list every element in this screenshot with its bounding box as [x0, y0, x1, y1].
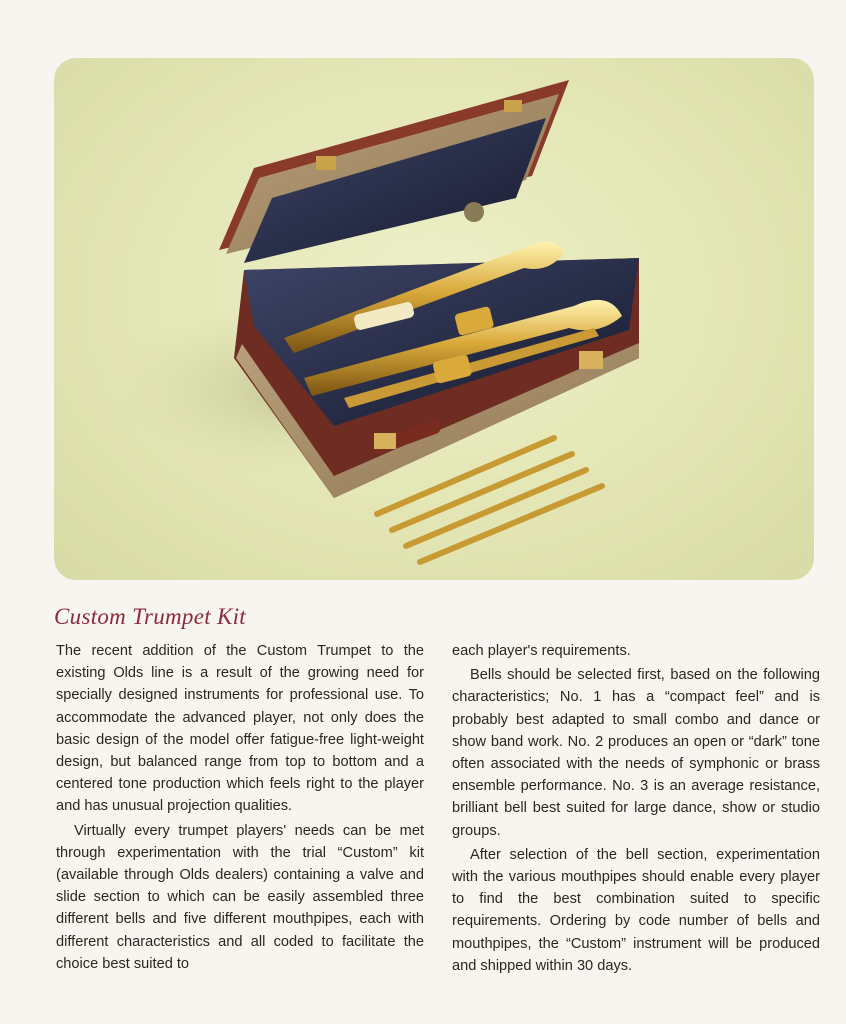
paragraph: each player's requirements.	[452, 643, 631, 659]
trumpet-case-illustration	[54, 58, 814, 580]
paragraph: After selection of the bell section, experimentation with the various mouthpipes should enable every player to find the best combination suited to specific requirements. Ordering by code number of bells and mouthpipes, the “Custom” instrument will be produced and shipped within 30 days.	[452, 846, 820, 974]
paragraph: Bells should be selected first, based on the following characteristics; No. 1 has a “compact feel” and is probably best adapted to small combo and dance or show band work. No. 2 produces an open or “dark” tone often associated with the needs of symphonic or brass ensemble performance. No. 3 is an average resistance, brilliant bell best suited for large dance, show or studio groups.	[452, 667, 820, 839]
paragraph: Virtually every trumpet players' needs can be met through experimentation with the trial “Custom” kit (available through Olds dealers) containing a valve and slide section to which can be easily assembled three different bells and five different mouthpipes, each with different characteristics and all coded to facilitate the choice best suited to	[56, 822, 424, 972]
case-lid	[219, 80, 569, 263]
article-title: Custom Trumpet Kit	[54, 604, 246, 629]
article-left-column	[56, 640, 424, 975]
paragraph: The recent addition of the Custom Trumpet to the existing Olds line is a result of the growing need for specially designed instruments for professional use. To accommodate the advanced player, not only does the basic design of the model offer fatigue-free light-weight design, but balanced range from top to bottom and a centered tone production which feels right to the player and has unusual projection qualities.	[56, 643, 424, 815]
article-right-column	[452, 640, 820, 977]
trumpet-kit-photo	[54, 58, 814, 580]
